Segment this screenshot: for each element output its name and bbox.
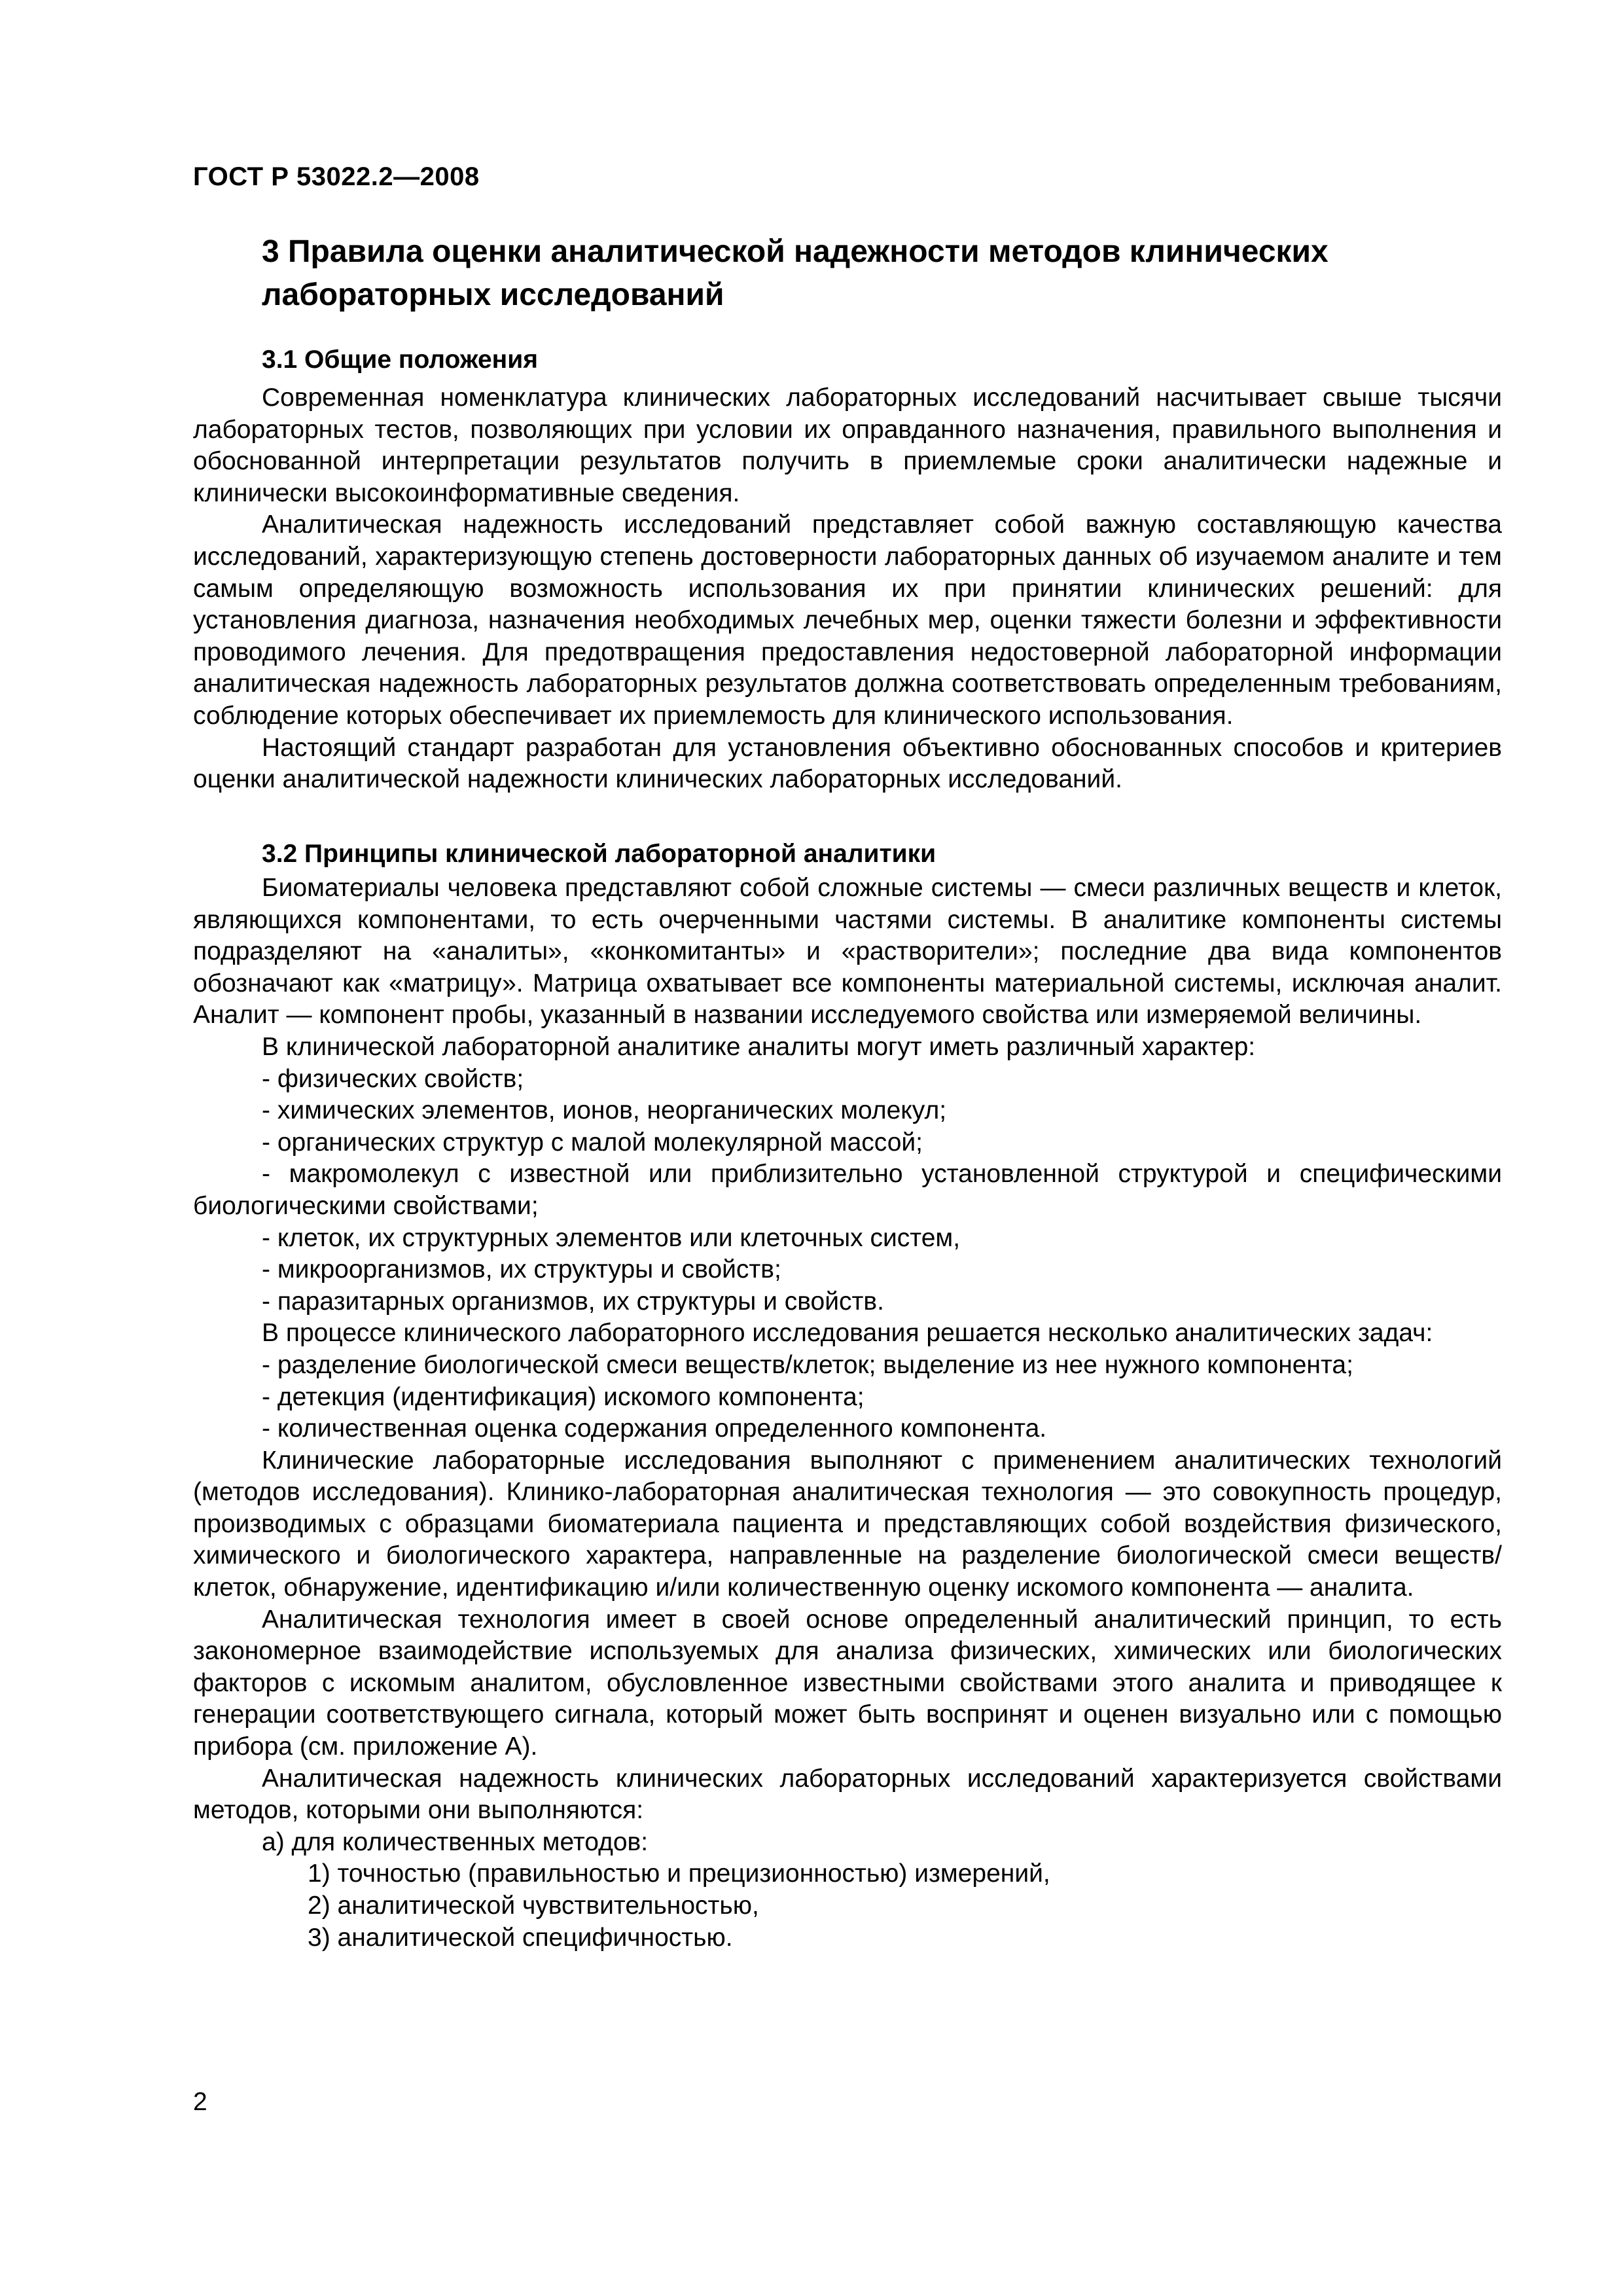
list-item: - клеток, их структурных элементов или клеточных систем,: [262, 1223, 961, 1252]
list-item-alpha: а) для количественных методов:: [262, 1827, 649, 1856]
subsection-title-principles: 3.2 Принципы клинической лабораторной аналитики: [262, 840, 936, 868]
list-item-numbered: 1) точностью (правильностью и прецизионностью) измерений,: [308, 1859, 1050, 1888]
list-item-numbered: 2) аналитической чувствительностью,: [308, 1892, 759, 1920]
subsection-general-body: [193, 382, 1502, 796]
list-item: - органических структур с малой молекулярной массой;: [262, 1128, 923, 1157]
list-item: - микроорганизмов, их структуры и свойств;: [262, 1255, 781, 1284]
paragraph: Аналитическая технология имеет в своей основе определенный аналитический принцип, то есть закономерное взаимодействие используемых для анализа физических, химических или биологических факторов с искомым аналитом, обусловленное известными свойствами этого аналита и приводящее к генерации соответствующего сигнала, который может быть воспринят и оценен визуально или с помощью прибора (см. приложение А).: [193, 1605, 1502, 1761]
list-item: - детекция (идентификация) искомого компонента;: [262, 1382, 865, 1411]
list-item-numbered: 3) аналитической специфичностью.: [308, 1923, 733, 1952]
paragraph: Настоящий стандарт разработан для установления объективно обоснованных способов и критериев оценки аналитической надежности клинических лабораторных исследований.: [193, 733, 1502, 794]
list-item: - количественная оценка содержания определенного компонента.: [262, 1414, 1047, 1443]
list-item: - химических элементов, ионов, неорганических молекул;: [262, 1096, 947, 1125]
subsection-principles-body: [193, 872, 1502, 1954]
paragraph: Биоматериалы человека представляют собой сложные системы — смеси различных веществ и клеток, являющихся компонентами, то есть очерченными частями системы. В аналитике компоненты системы подразделяют на «аналиты», «конкомитанты» и «растворители»; последние два вида компонентов обозначают как «матрицу». Матрица охватывает все компоненты материальной системы, исключая аналит. Аналит — компонент пробы, указанный в названии исследуемого свойства или измеряемой величины.: [193, 874, 1502, 1030]
list-item: - физических свойств;: [262, 1064, 524, 1093]
page-number: 2: [193, 2088, 207, 2116]
paragraph: Аналитическая надежность клинических лабораторных исследований характеризуется свойствами методов, которыми они выполняются:: [193, 1764, 1502, 1825]
subsection-title-general: 3.1 Общие положения: [262, 346, 538, 374]
document-code: ГОСТ Р 53022.2—2008: [193, 162, 480, 191]
section-title: 3 Правила оценки аналитической надежности методов клинических лабораторных исследований: [262, 234, 1329, 312]
paragraph: Клинические лабораторные исследования выполняют с применением аналитических технологий (методов исследования). Клинико-лабораторная аналитическая технология — это совокупность процедур, производимых с образцами биоматериала пациента и представляющих собой воздействия физического, химического и биологического характера, направленные на разделение биологической смеси веществ/клеток, обнаружение, идентификацию и/или количественную оценку искомого компонента — аналита.: [193, 1446, 1502, 1602]
paragraph: В процессе клинического лабораторного исследования решается несколько аналитических задач:: [262, 1319, 1433, 1348]
paragraph: В клинической лабораторной аналитике аналиты могут иметь различный характер:: [262, 1032, 1256, 1061]
paragraph: Современная номенклатура клинических лабораторных исследований насчитывает свыше тысячи лабораторных тестов, позволяющих при условии их оправданного назначения, правильного выполнения и обоснованной интерпретации результатов получить в приемлемые сроки аналитически надежные и клинически высокоинформативные сведения.: [193, 384, 1502, 507]
list-item: - разделение биологической смеси веществ/клеток; выделение из нее нужного компонента;: [262, 1350, 1353, 1379]
paragraph: Аналитическая надежность исследований представляет собой важную составляющую качества исследований, характеризующую степень достоверности лабораторных данных об изучаемом аналите и тем самым определяющую возможность использования их при принятии клинических решений: для установления диагноза, назначения необходимых лечебных мер, оценки тяжести болезни и эффективности проводимого лечения. Для предотвращения предоставления недостоверной лабораторной информации аналитическая надежность лабораторных результатов должна соответствовать определенным требованиям, соблюдение которых обеспечивает их приемлемость для клинического использования.: [193, 511, 1502, 730]
list-item: - макромолекул с известной или приблизительно установленной структурой и специфическими биологическими свойствами;: [193, 1160, 1502, 1220]
list-item: - паразитарных организмов, их структуры и свойств.: [262, 1287, 884, 1316]
